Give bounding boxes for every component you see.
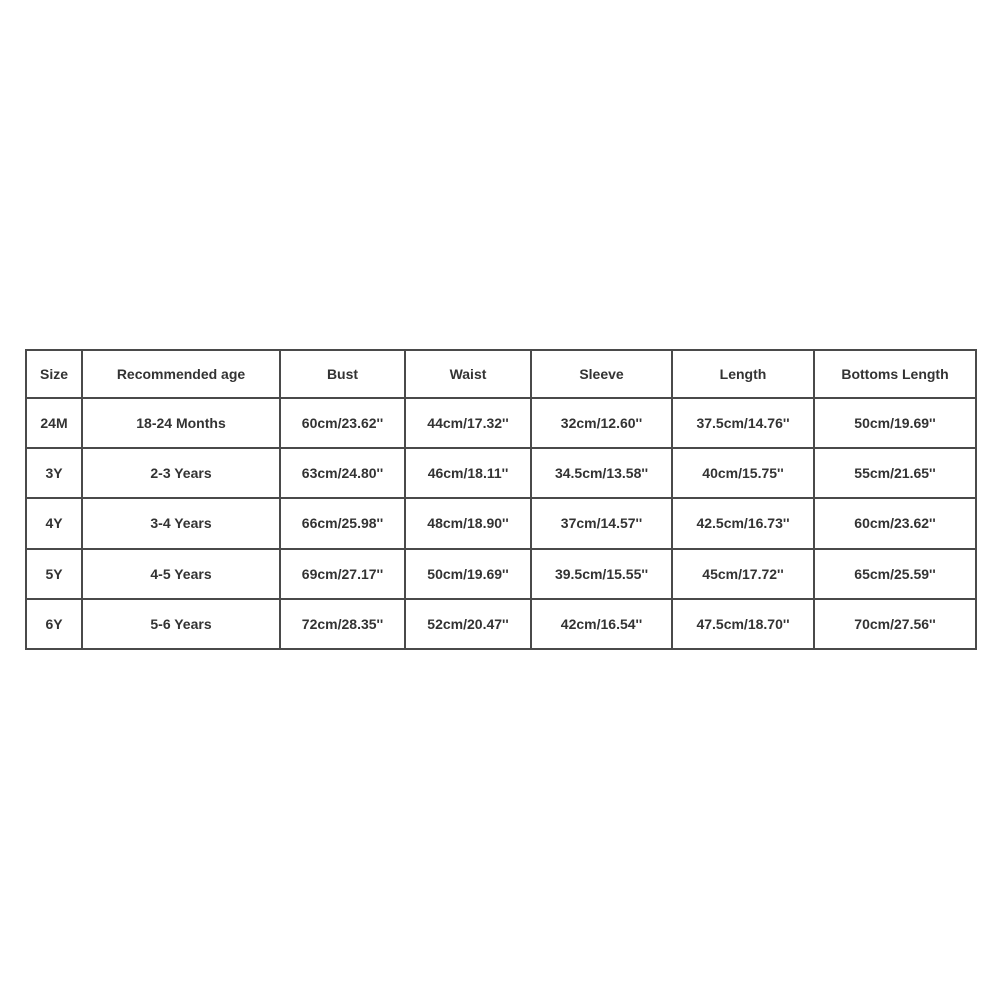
- table-header-row: [26, 350, 976, 398]
- cell-bust: 63cm/24.80'': [280, 448, 405, 498]
- cell-waist: 52cm/20.47'': [405, 599, 531, 649]
- table-row: [26, 448, 976, 498]
- cell-waist: 50cm/19.69'': [405, 549, 531, 599]
- cell-size: 6Y: [26, 599, 82, 649]
- cell-recommended-age: 3-4 Years: [82, 498, 280, 548]
- cell-bottoms-length: 60cm/23.62'': [814, 498, 976, 548]
- cell-bust: 60cm/23.62'': [280, 398, 405, 448]
- cell-bust: 66cm/25.98'': [280, 498, 405, 548]
- header-waist: Waist: [405, 350, 531, 398]
- header-recommended-age: Recommended age: [82, 350, 280, 398]
- cell-waist: 48cm/18.90'': [405, 498, 531, 548]
- table-row: [26, 398, 976, 448]
- cell-sleeve: 42cm/16.54'': [531, 599, 672, 649]
- header-length: Length: [672, 350, 814, 398]
- header-size: Size: [26, 350, 82, 398]
- cell-size: 3Y: [26, 448, 82, 498]
- cell-bottoms-length: 50cm/19.69'': [814, 398, 976, 448]
- cell-length: 42.5cm/16.73'': [672, 498, 814, 548]
- cell-recommended-age: 5-6 Years: [82, 599, 280, 649]
- cell-sleeve: 34.5cm/13.58'': [531, 448, 672, 498]
- cell-size: 24M: [26, 398, 82, 448]
- cell-length: 37.5cm/14.76'': [672, 398, 814, 448]
- cell-bottoms-length: 55cm/21.65'': [814, 448, 976, 498]
- table-row: [26, 549, 976, 599]
- cell-recommended-age: 2-3 Years: [82, 448, 280, 498]
- header-bust: Bust: [280, 350, 405, 398]
- cell-length: 40cm/15.75'': [672, 448, 814, 498]
- cell-recommended-age: 18-24 Months: [82, 398, 280, 448]
- table-row: [26, 599, 976, 649]
- cell-recommended-age: 4-5 Years: [82, 549, 280, 599]
- cell-bust: 72cm/28.35'': [280, 599, 405, 649]
- cell-size: 5Y: [26, 549, 82, 599]
- cell-length: 45cm/17.72'': [672, 549, 814, 599]
- size-chart-table: [25, 349, 977, 650]
- cell-waist: 46cm/18.11'': [405, 448, 531, 498]
- cell-bottoms-length: 70cm/27.56'': [814, 599, 976, 649]
- cell-length: 47.5cm/18.70'': [672, 599, 814, 649]
- header-sleeve: Sleeve: [531, 350, 672, 398]
- cell-sleeve: 39.5cm/15.55'': [531, 549, 672, 599]
- header-bottoms-length: Bottoms Length: [814, 350, 976, 398]
- cell-bust: 69cm/27.17'': [280, 549, 405, 599]
- cell-sleeve: 37cm/14.57'': [531, 498, 672, 548]
- cell-waist: 44cm/17.32'': [405, 398, 531, 448]
- cell-bottoms-length: 65cm/25.59'': [814, 549, 976, 599]
- cell-size: 4Y: [26, 498, 82, 548]
- table-row: [26, 498, 976, 548]
- cell-sleeve: 32cm/12.60'': [531, 398, 672, 448]
